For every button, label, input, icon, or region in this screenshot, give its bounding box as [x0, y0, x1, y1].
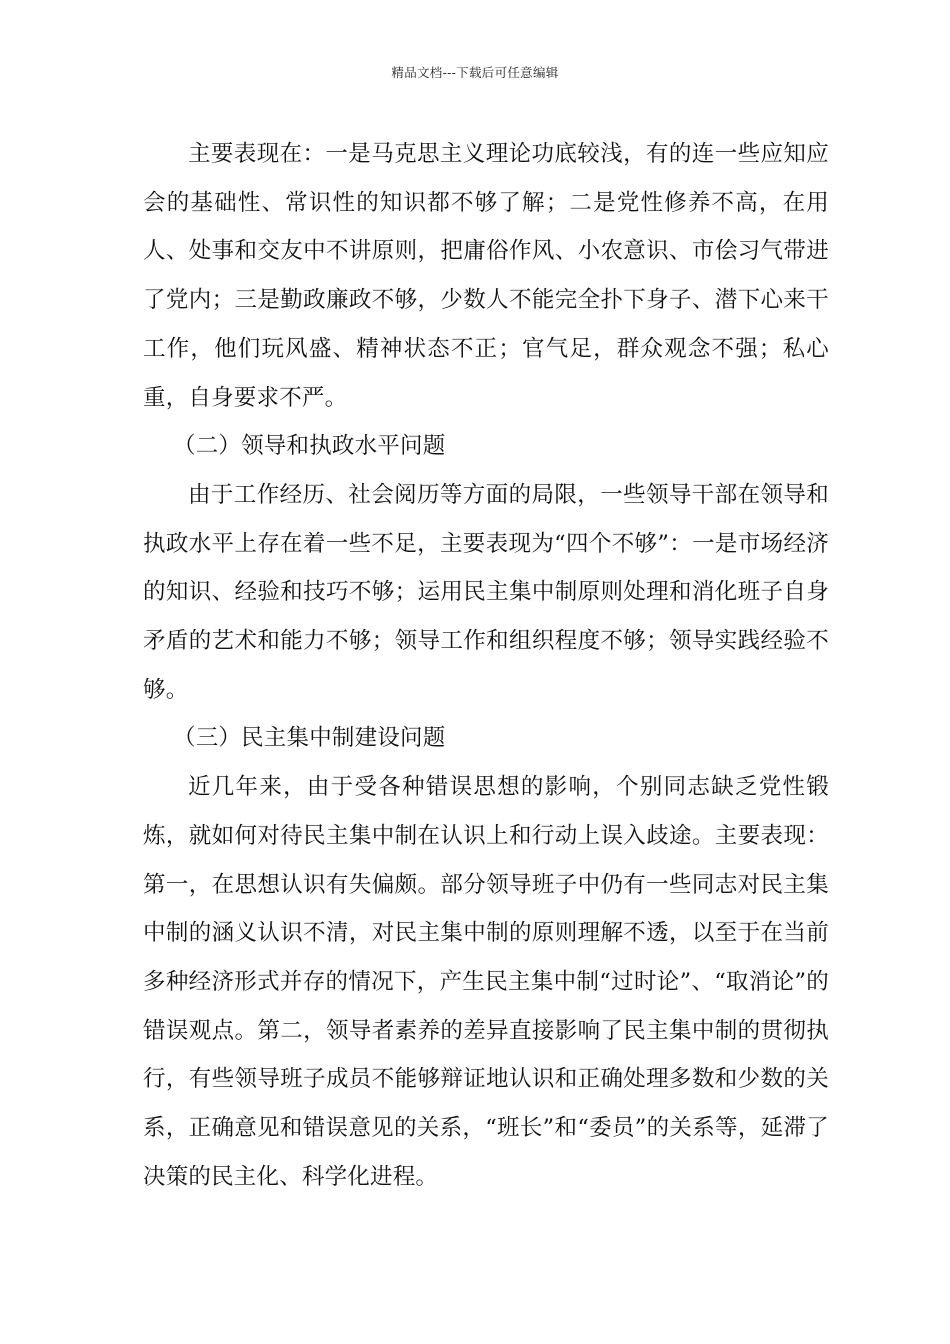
- document-body: [143, 130, 829, 1201]
- paragraph-main-manifestations: 主要表现在：一是马克思主义理论功底较浅，有的连一些应知应会的基础性、常识性的知识都不够了解；二是党性修养不高，在用人、处事和交友中不讲原则，把庸俗作风、小农意识、市侩习气带进了党内；三是勤政廉政不够，少数人不能完全扑下身子、潜下心来干工作，他们玩风盛、精神状态不正；官气足，群众观念不强；私心重，自身要求不严。: [143, 141, 829, 411]
- page-header: 精品文档---下载后可任意编辑: [391, 65, 559, 80]
- paragraph-democratic-centralism: 近几年来，由于受各种错误思想的影响，个别同志缺乏党性锻炼，就如何对待民主集中制在认识上和行动上误入歧途。主要表现：第一，在思想认识有失偏颇。部分领导班子中仍有一些同志对民主集中制的涵义认识不清，对民主集中制的原则理解不透，以至于在当前多种经济形式并存的情况下，产生民主集中制“过时论”、“取消论”的错误观点。第二，领导者素养的差异直接影响了民主集中制的贯彻执行，有些领导班子成员不能够辩证地认识和正确处理多数和少数的关系，正确意见和错误意见的关系，“班长”和“委员”的关系等，延滞了决策的民主化、科学化进程。: [143, 774, 829, 1190]
- section-heading-democratic-centralism: （三）民主集中制建设问题: [173, 725, 446, 752]
- paragraph-leadership: 由于工作经历、社会阅历等方面的局限，一些领导干部在领导和执政水平上存在着一些不足，主要表现为“四个不够”：一是市场经济的知识、经验和技巧不够；运用民主集中制原则处理和消化班子自身矛盾的艺术和能力不够；领导工作和组织程度不够；领导实践经验不够。: [143, 481, 829, 703]
- section-heading-leadership: （二）领导和执政水平问题: [173, 433, 446, 460]
